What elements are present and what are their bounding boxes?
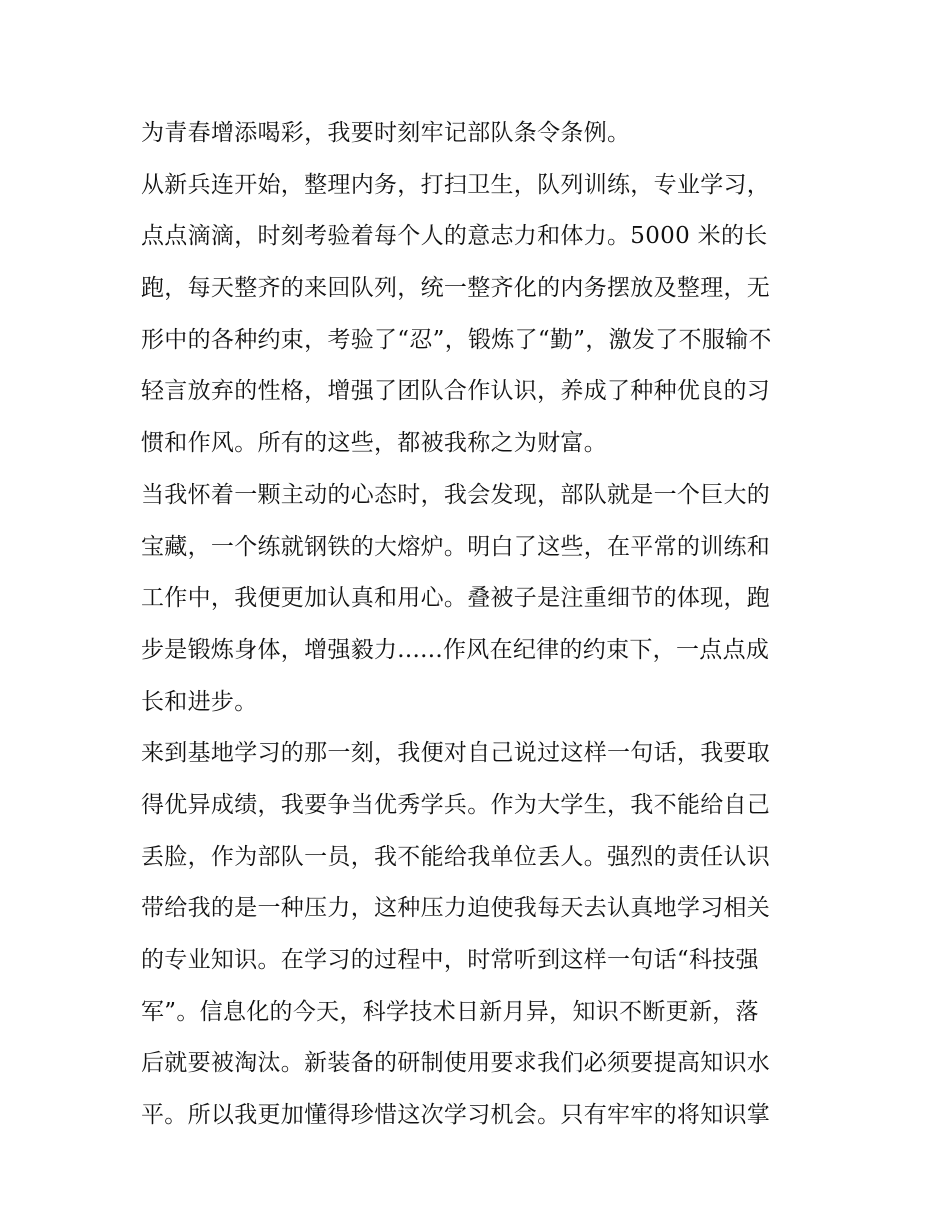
text-line: 工作中，我便更加认真和用心。叠被子是注重细节的体现，跑 (141, 585, 771, 612)
text-line: 丢脸，作为部队一员，我不能给我单位丢人。强烈的责任认识 (141, 843, 771, 870)
text-line: 长和进步。 (141, 688, 258, 715)
text-line: 步是锻炼身体，增强毅力......作风在纪律的约束下，一点点成 (141, 636, 770, 663)
text-line: 的专业知识。在学习的过程中，时常听到这样一句话“科技强 (141, 947, 759, 973)
text-line: 跑，每天整齐的来回队列，统一整齐化的内务摆放及整理，无 (141, 275, 771, 302)
text-line: 来到基地学习的那一刻，我便对自己说过这样一句话，我要取 (141, 740, 771, 767)
text-line: 带给我的是一种压力，这种压力迫使我每天去认真地学习相关 (141, 895, 771, 922)
text-line: 形中的各种约束，考验了“忍”，锻炼了“勤”，激发了不服输不 (141, 326, 772, 353)
text-line: 平。所以我更加懂得珍惜这次学习机会。只有牢牢的将知识掌 (141, 1102, 771, 1129)
text-line: 得优异成绩，我要争当优秀学兵。作为大学生，我不能给自己 (141, 791, 771, 818)
text-line: 后就要被淘汰。新装备的研制使用要求我们必须要提高知识水 (141, 1050, 771, 1077)
text-line: 为青春增添喝彩，我要时刻牢记部队条令条例。 (141, 120, 631, 146)
text-line: 点点滴滴，时刻考验着每个人的意志力和体力。5000 米的长 (141, 223, 768, 250)
text-line: 从新兵连开始，整理内务，打扫卫生，队列训练，专业学习， (141, 171, 771, 198)
text-line: 宝藏，一个练就钢铁的大熔炉。明白了这些，在平常的训练和 (141, 533, 771, 560)
text-line: 轻言放弃的性格，增强了团队合作认识，养成了种种优良的习 (141, 378, 771, 405)
text-line: 惯和作风。所有的这些，都被我称之为财富。 (141, 430, 607, 457)
text-line: 军”。信息化的今天，科学技术日新月异，知识不断更新，落 (141, 998, 759, 1025)
body-text (141, 108, 821, 1142)
text-line: 当我怀着一颗主动的心态时，我会发现，部队就是一个巨大的 (141, 481, 771, 508)
